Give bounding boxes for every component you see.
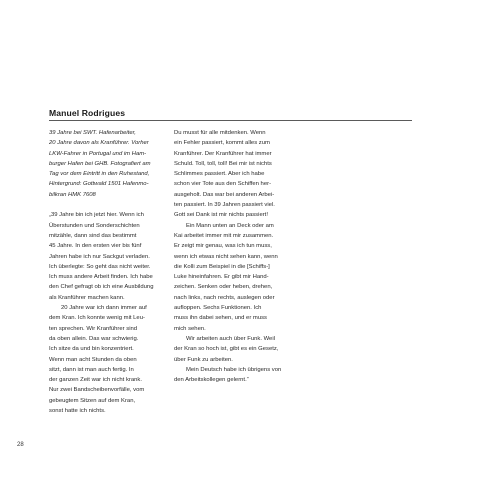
text-line: Ich sitze da und bin konzentriert. xyxy=(49,346,134,353)
left-column xyxy=(49,128,165,416)
text-line: LKW-Fahrer in Portugal und im Ham- xyxy=(49,150,147,157)
text-line: mich sehen. xyxy=(174,325,206,332)
text-line: mitzähle, dann sind das bestimmt xyxy=(49,232,137,239)
text-line: Ich überlegte: So geht das nicht weiter. xyxy=(49,263,151,270)
text-line: Ein Mann unten an Deck oder am xyxy=(186,222,274,229)
text-line: nach links, nach rechts, auslegen oder xyxy=(174,294,275,301)
text-line: Luke hineinfahren. Er gibt mir Hand- xyxy=(174,274,269,281)
text-line: Tag vor dem Eintritt in den Ruhestand, xyxy=(49,171,150,178)
text-line: ten passiert. In 39 Jahren passiert viel. xyxy=(174,202,275,209)
text-line: Überstunden und Sonderschichten xyxy=(49,222,140,229)
text-line: Wenn man acht Stunden da oben xyxy=(49,356,137,363)
text-line: Nur zwei Bandscheibenvorfälle, vom xyxy=(49,387,145,394)
text-line: zeichen. Senken oder heben, drehen, xyxy=(174,284,273,291)
text-line: muss ihn dabei sehen, und er muss xyxy=(174,315,267,322)
text-line: Jahren habe ich nur Sackgut verladen. xyxy=(49,253,150,260)
text-line: ausgeholt. Das war bei anderen Arbei- xyxy=(174,191,275,198)
body-paragraph-2 xyxy=(49,303,165,416)
text-line: schon vier Tote aus den Schiffen her- xyxy=(174,181,272,188)
text-line: 39 Jahre bei SWT. Hafenarbeiter, xyxy=(49,130,136,136)
text-line: Hintergrund: Gottwald 1501 Hafenmo- xyxy=(49,181,149,188)
text-line: 20 Jahre war ich dann immer auf xyxy=(61,305,147,312)
body-paragraph-4 xyxy=(174,221,290,334)
text-line: Schuld. Toll, toll, toll! Bei mir ist nichts xyxy=(174,160,272,167)
text-line: 20 Jahre davon als Kranführer. Vorher xyxy=(49,140,149,147)
text-line: sitzt, dann ist man auch fertig. In xyxy=(49,366,134,373)
body-paragraph-5 xyxy=(174,334,290,365)
text-line: über Funk zu arbeiten. xyxy=(174,356,233,363)
text-line: gebeugtem Sitzen auf dem Kran, xyxy=(49,397,136,404)
page-number: 28 xyxy=(17,442,24,448)
text-line: der ganzen Zeit war ich nicht krank. xyxy=(49,377,142,384)
text-line: den Arbeitskollegen gelernt.“ xyxy=(174,377,249,384)
text-line: ein Fehler passiert, kommt alles zum xyxy=(174,140,270,147)
right-column xyxy=(174,128,290,385)
text-line: Kai arbeitet immer mit mir zusammen. xyxy=(174,232,274,239)
text-line: Mein Deutsch habe ich übrigens von xyxy=(186,366,282,373)
intro-caption xyxy=(49,128,165,200)
text-line: Gott sei Dank ist mir nichts passiert! xyxy=(174,212,268,219)
text-line: als Kranführer machen kann. xyxy=(49,294,125,301)
text-line: der Kran so hoch ist, gibt es ein Gesetz, xyxy=(174,346,279,353)
text-line: wenn ich etwas nicht sehen kann, wenn xyxy=(174,253,278,260)
text-line: 45 Jahre. In den ersten vier bis fünf xyxy=(49,243,142,250)
text-line: „39 Jahre bin ich jetzt hier. Wenn ich xyxy=(49,212,144,219)
text-line: bilkran HMK 7608 xyxy=(49,191,96,198)
body-paragraph-3 xyxy=(174,128,290,221)
text-line: Er zeigt mir genau, was ich tun muss, xyxy=(174,243,272,250)
title-divider xyxy=(49,120,412,121)
text-line: Wir arbeiten auch über Funk. Weil xyxy=(186,335,275,342)
article-title: Manuel Rodrigues xyxy=(49,108,126,118)
text-line: ten sprechen. Wir Kranführer sind xyxy=(49,325,138,332)
paragraph-gap xyxy=(49,200,165,210)
text-line: die Kolli zum Beispiel in die [Schiffs-] xyxy=(174,263,270,270)
body-paragraph-6 xyxy=(174,365,290,386)
text-line: da oben allein. Das war schwierig. xyxy=(49,335,139,342)
text-line: dem Kran. Ich konnte wenig mit Leu- xyxy=(49,315,145,322)
text-line: burger Hafen bei GHB. Fotografiert am xyxy=(49,160,151,167)
text-line: Schlimmes passiert. Aber ich habe xyxy=(174,171,265,178)
body-paragraph-1 xyxy=(49,210,165,303)
text-line: aufloppen. Sechs Funktionen. Ich xyxy=(174,305,262,312)
text-line: sonst hatte ich nichts. xyxy=(49,408,106,415)
text-line: Ich muss andere Arbeit finden. Ich habe xyxy=(49,274,153,281)
text-line: Du musst für alle mitdenken. Wenn xyxy=(174,130,266,136)
text-line: den Chef gefragt ob ich eine Ausbildung xyxy=(49,284,154,291)
text-line: Kranführer. Der Kranführer hat immer xyxy=(174,150,272,157)
